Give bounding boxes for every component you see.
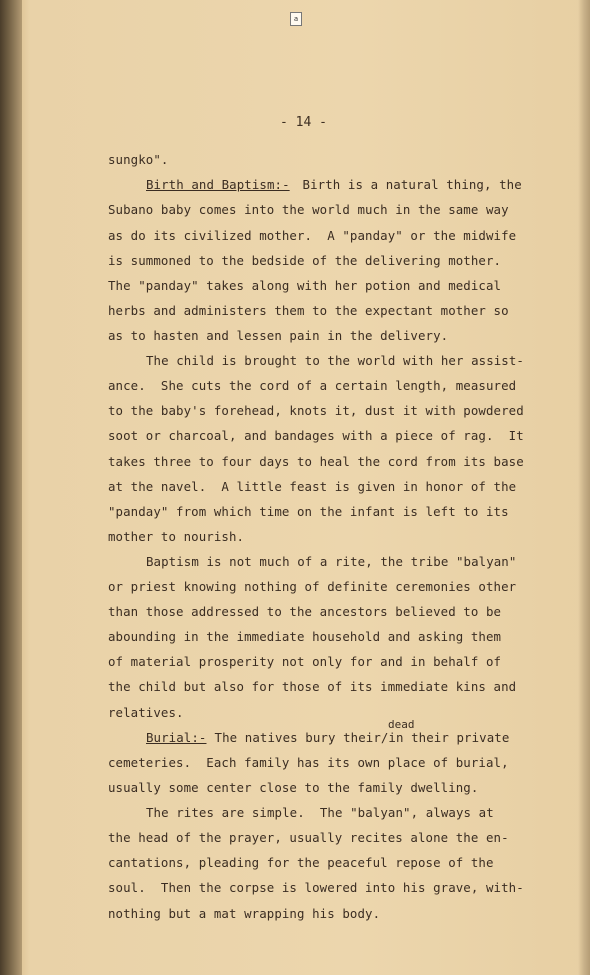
corner-mark: a bbox=[290, 12, 302, 26]
text-line: The child is brought to the world with her assist- bbox=[146, 353, 524, 368]
text-line: herbs and administers them to the expectant mother so bbox=[108, 303, 509, 318]
text-line: nothing but a mat wrapping his body. bbox=[108, 906, 381, 921]
text-line: as to hasten and lessen pain in the delivery. bbox=[108, 328, 449, 343]
text-line: Subano baby comes into the world much in the same way bbox=[108, 202, 509, 217]
text-line: than those addressed to the ancestors believed to be bbox=[108, 604, 502, 619]
page-edge bbox=[578, 0, 590, 975]
handwritten-insertion: dead bbox=[388, 718, 415, 731]
text-line: cantations, pleading for the peaceful repose of the bbox=[108, 855, 494, 870]
text-line: soot or charcoal, and bandages with a piece of rag. It bbox=[108, 428, 524, 443]
text-line: is summoned to the bedside of the delivering mother. bbox=[108, 253, 502, 268]
text-line: The natives bury their/in their private bbox=[207, 730, 510, 745]
text-line: The rites are simple. The "balyan", always at bbox=[146, 805, 494, 820]
text-line: cemeteries. Each family has its own place of burial, bbox=[108, 755, 509, 770]
text-line: usually some center close to the family dwelling. bbox=[108, 780, 479, 795]
text-line: Baptism is not much of a rite, the tribe "balyan" bbox=[146, 554, 517, 569]
text-line: takes three to four days to heal the cord from its base bbox=[108, 454, 524, 469]
text-line: Birth is a natural thing, the bbox=[295, 177, 522, 192]
text-line: The "panday" takes along with her potion and medical bbox=[108, 278, 502, 293]
section-heading-birth: Birth and Baptism:- bbox=[146, 177, 290, 192]
book-binding bbox=[0, 0, 22, 975]
text-line: relatives. bbox=[108, 705, 184, 720]
text-line: to the baby's forehead, knots it, dust it with powdered bbox=[108, 403, 524, 418]
section-heading-burial: Burial:- bbox=[146, 730, 207, 745]
page-number: - 14 - bbox=[280, 115, 327, 130]
text-line: abounding in the immediate household and asking them bbox=[108, 629, 502, 644]
text-line: the head of the prayer, usually recites alone the en- bbox=[108, 830, 509, 845]
text-line: or priest knowing nothing of definite ceremonies other bbox=[108, 579, 517, 594]
text-line: of material prosperity not only for and in behalf of bbox=[108, 654, 502, 669]
text-line: sungko". bbox=[108, 152, 169, 167]
text-line: at the navel. A little feast is given in honor of the bbox=[108, 479, 517, 494]
text-line: as do its civilized mother. A "panday" or the midwife bbox=[108, 228, 517, 243]
text-line: soul. Then the corpse is lowered into his grave, with- bbox=[108, 880, 524, 895]
text-line: the child but also for those of its immediate kins and bbox=[108, 679, 517, 694]
text-line: "panday" from which time on the infant is left to its bbox=[108, 504, 509, 519]
text-line: mother to nourish. bbox=[108, 529, 245, 544]
text-line: ance. She cuts the cord of a certain length, measured bbox=[108, 378, 517, 393]
